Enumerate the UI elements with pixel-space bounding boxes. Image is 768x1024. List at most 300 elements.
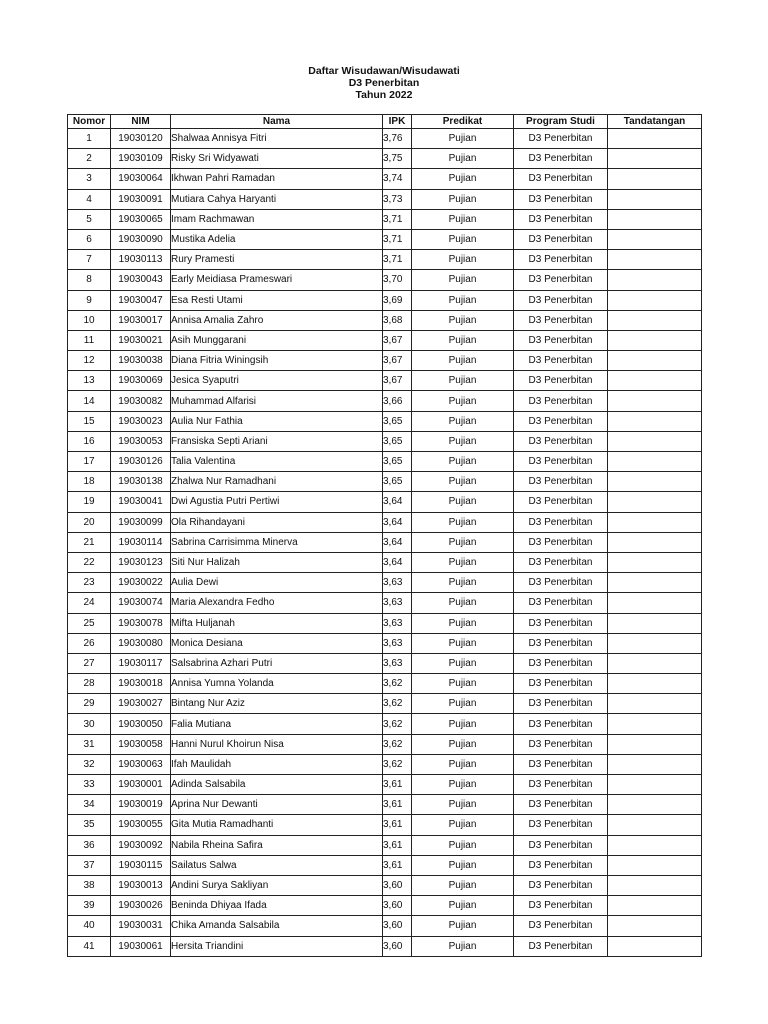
cell-nomor: 39 xyxy=(68,896,111,916)
cell-nim: 19030115 xyxy=(111,855,171,875)
cell-tandatangan[interactable] xyxy=(608,653,702,673)
column-header-ipk: IPK xyxy=(383,115,412,129)
cell-nim: 19030022 xyxy=(111,573,171,593)
cell-ipk: 3,60 xyxy=(383,896,412,916)
table-row xyxy=(68,633,702,653)
cell-tandatangan[interactable] xyxy=(608,129,702,149)
cell-nomor: 21 xyxy=(68,532,111,552)
cell-nim: 19030038 xyxy=(111,351,171,371)
cell-predikat: Pujian xyxy=(412,593,514,613)
cell-tandatangan[interactable] xyxy=(608,552,702,572)
cell-ipk: 3,67 xyxy=(383,371,412,391)
cell-nama: Risky Sri Widyawati xyxy=(171,149,383,169)
cell-ipk: 3,62 xyxy=(383,714,412,734)
cell-ipk: 3,61 xyxy=(383,775,412,795)
cell-nama: Siti Nur Halizah xyxy=(171,552,383,572)
cell-program-studi: D3 Penerbitan xyxy=(514,472,608,492)
cell-program-studi: D3 Penerbitan xyxy=(514,754,608,774)
cell-nim: 19030069 xyxy=(111,371,171,391)
cell-tandatangan[interactable] xyxy=(608,290,702,310)
cell-ipk: 3,65 xyxy=(383,472,412,492)
cell-nomor: 33 xyxy=(68,775,111,795)
cell-ipk: 3,63 xyxy=(383,613,412,633)
cell-program-studi: D3 Penerbitan xyxy=(514,229,608,249)
cell-tandatangan[interactable] xyxy=(608,270,702,290)
cell-ipk: 3,61 xyxy=(383,795,412,815)
cell-nomor: 14 xyxy=(68,391,111,411)
cell-nim: 19030063 xyxy=(111,754,171,774)
cell-nama: Hersita Triandini xyxy=(171,936,383,956)
cell-nama: Aulia Dewi xyxy=(171,573,383,593)
cell-tandatangan[interactable] xyxy=(608,734,702,754)
cell-nim: 19030041 xyxy=(111,492,171,512)
cell-nomor: 29 xyxy=(68,694,111,714)
cell-nomor: 2 xyxy=(68,149,111,169)
header-row xyxy=(68,115,702,129)
table-row xyxy=(68,674,702,694)
cell-predikat: Pujian xyxy=(412,250,514,270)
cell-nomor: 9 xyxy=(68,290,111,310)
cell-program-studi: D3 Penerbitan xyxy=(514,169,608,189)
cell-tandatangan[interactable] xyxy=(608,694,702,714)
cell-nama: Aprina Nur Dewanti xyxy=(171,795,383,815)
table-row xyxy=(68,694,702,714)
cell-tandatangan[interactable] xyxy=(608,330,702,350)
cell-nomor: 20 xyxy=(68,512,111,532)
cell-nama: Rury Pramesti xyxy=(171,250,383,270)
cell-predikat: Pujian xyxy=(412,936,514,956)
cell-tandatangan[interactable] xyxy=(608,815,702,835)
cell-nama: Annisa Yumna Yolanda xyxy=(171,674,383,694)
cell-predikat: Pujian xyxy=(412,310,514,330)
table-row xyxy=(68,169,702,189)
cell-tandatangan[interactable] xyxy=(608,875,702,895)
cell-nama: Zhalwa Nur Ramadhani xyxy=(171,472,383,492)
cell-predikat: Pujian xyxy=(412,896,514,916)
cell-nama: Ola Rihandayani xyxy=(171,512,383,532)
cell-nama: Asih Munggarani xyxy=(171,330,383,350)
title-line-3: Tahun 2022 xyxy=(355,89,413,101)
cell-tandatangan[interactable] xyxy=(608,229,702,249)
cell-nama: Hanni Nurul Khoirun Nisa xyxy=(171,734,383,754)
cell-nama: Adinda Salsabila xyxy=(171,775,383,795)
cell-program-studi: D3 Penerbitan xyxy=(514,795,608,815)
cell-nim: 19030018 xyxy=(111,674,171,694)
cell-predikat: Pujian xyxy=(412,835,514,855)
cell-nomor: 13 xyxy=(68,371,111,391)
cell-predikat: Pujian xyxy=(412,855,514,875)
cell-program-studi: D3 Penerbitan xyxy=(514,512,608,532)
cell-nomor: 11 xyxy=(68,330,111,350)
table-row xyxy=(68,916,702,936)
cell-predikat: Pujian xyxy=(412,714,514,734)
cell-program-studi: D3 Penerbitan xyxy=(514,250,608,270)
table-row xyxy=(68,815,702,835)
cell-nomor: 3 xyxy=(68,169,111,189)
cell-ipk: 3,65 xyxy=(383,411,412,431)
cell-ipk: 3,64 xyxy=(383,492,412,512)
table-row xyxy=(68,734,702,754)
cell-program-studi: D3 Penerbitan xyxy=(514,532,608,552)
cell-predikat: Pujian xyxy=(412,916,514,936)
cell-program-studi: D3 Penerbitan xyxy=(514,149,608,169)
cell-nomor: 10 xyxy=(68,310,111,330)
cell-nomor: 36 xyxy=(68,835,111,855)
title-line-2: D3 Penerbitan xyxy=(348,77,420,89)
cell-nim: 19030078 xyxy=(111,613,171,633)
cell-tandatangan[interactable] xyxy=(608,795,702,815)
cell-ipk: 3,61 xyxy=(383,855,412,875)
table-row xyxy=(68,512,702,532)
cell-nama: Nabila Rheina Safira xyxy=(171,835,383,855)
cell-nomor: 41 xyxy=(68,936,111,956)
cell-ipk: 3,60 xyxy=(383,875,412,895)
cell-predikat: Pujian xyxy=(412,532,514,552)
cell-nama: Bintang Nur Aziz xyxy=(171,694,383,714)
cell-nama: Mifta Huljanah xyxy=(171,613,383,633)
cell-nama: Muhammad Alfarisi xyxy=(171,391,383,411)
cell-predikat: Pujian xyxy=(412,472,514,492)
cell-ipk: 3,67 xyxy=(383,330,412,350)
cell-nim: 19030061 xyxy=(111,936,171,956)
cell-ipk: 3,65 xyxy=(383,452,412,472)
cell-nama: Imam Rachmawan xyxy=(171,209,383,229)
cell-nim: 19030123 xyxy=(111,552,171,572)
cell-nim: 19030021 xyxy=(111,330,171,350)
cell-ipk: 3,66 xyxy=(383,391,412,411)
cell-predikat: Pujian xyxy=(412,552,514,572)
cell-ipk: 3,71 xyxy=(383,250,412,270)
table-row xyxy=(68,613,702,633)
column-header-nomor: Nomor xyxy=(68,115,111,129)
cell-ipk: 3,62 xyxy=(383,674,412,694)
cell-predikat: Pujian xyxy=(412,209,514,229)
cell-ipk: 3,64 xyxy=(383,532,412,552)
cell-nama: Gita Mutia Ramadhanti xyxy=(171,815,383,835)
cell-program-studi: D3 Penerbitan xyxy=(514,835,608,855)
cell-tandatangan[interactable] xyxy=(608,391,702,411)
cell-predikat: Pujian xyxy=(412,815,514,835)
cell-program-studi: D3 Penerbitan xyxy=(514,129,608,149)
cell-tandatangan[interactable] xyxy=(608,835,702,855)
cell-tandatangan[interactable] xyxy=(608,169,702,189)
cell-nama: Beninda Dhiyaa Ifada xyxy=(171,896,383,916)
table-row xyxy=(68,573,702,593)
cell-nim: 19030013 xyxy=(111,875,171,895)
cell-ipk: 3,63 xyxy=(383,593,412,613)
cell-program-studi: D3 Penerbitan xyxy=(514,694,608,714)
cell-program-studi: D3 Penerbitan xyxy=(514,734,608,754)
cell-nomor: 23 xyxy=(68,573,111,593)
column-header-program-studi: Program Studi xyxy=(514,115,608,129)
cell-nim: 19030047 xyxy=(111,290,171,310)
cell-predikat: Pujian xyxy=(412,411,514,431)
cell-tandatangan[interactable] xyxy=(608,472,702,492)
cell-tandatangan[interactable] xyxy=(608,189,702,209)
cell-nama: Mustika Adelia xyxy=(171,229,383,249)
cell-nama: Aulia Nur Fathia xyxy=(171,411,383,431)
cell-program-studi: D3 Penerbitan xyxy=(514,855,608,875)
cell-ipk: 3,62 xyxy=(383,694,412,714)
cell-nim: 19030113 xyxy=(111,250,171,270)
table-row xyxy=(68,351,702,371)
cell-nomor: 12 xyxy=(68,351,111,371)
cell-nama: Early Meidiasa Prameswari xyxy=(171,270,383,290)
cell-tandatangan[interactable] xyxy=(608,371,702,391)
cell-ipk: 3,74 xyxy=(383,169,412,189)
cell-nim: 19030091 xyxy=(111,189,171,209)
cell-predikat: Pujian xyxy=(412,149,514,169)
cell-program-studi: D3 Penerbitan xyxy=(514,452,608,472)
cell-nim: 19030074 xyxy=(111,593,171,613)
document-title xyxy=(0,65,768,101)
cell-program-studi: D3 Penerbitan xyxy=(514,330,608,350)
table-row xyxy=(68,855,702,875)
cell-ipk: 3,65 xyxy=(383,431,412,451)
cell-ipk: 3,68 xyxy=(383,310,412,330)
cell-nim: 19030031 xyxy=(111,916,171,936)
cell-nama: Diana Fitria Winingsih xyxy=(171,351,383,371)
cell-nama: Ifah Maulidah xyxy=(171,754,383,774)
cell-predikat: Pujian xyxy=(412,795,514,815)
cell-nama: Shalwaa Annisya Fitri xyxy=(171,129,383,149)
cell-predikat: Pujian xyxy=(412,391,514,411)
cell-nim: 19030053 xyxy=(111,431,171,451)
table-row xyxy=(68,775,702,795)
cell-program-studi: D3 Penerbitan xyxy=(514,411,608,431)
cell-nim: 19030058 xyxy=(111,734,171,754)
cell-predikat: Pujian xyxy=(412,512,514,532)
cell-program-studi: D3 Penerbitan xyxy=(514,936,608,956)
cell-nama: Maria Alexandra Fedho xyxy=(171,593,383,613)
cell-predikat: Pujian xyxy=(412,431,514,451)
cell-ipk: 3,63 xyxy=(383,573,412,593)
cell-program-studi: D3 Penerbitan xyxy=(514,653,608,673)
table-row xyxy=(68,391,702,411)
cell-nomor: 18 xyxy=(68,472,111,492)
cell-tandatangan[interactable] xyxy=(608,209,702,229)
cell-nomor: 15 xyxy=(68,411,111,431)
cell-nomor: 5 xyxy=(68,209,111,229)
cell-nomor: 38 xyxy=(68,875,111,895)
cell-program-studi: D3 Penerbitan xyxy=(514,593,608,613)
cell-predikat: Pujian xyxy=(412,573,514,593)
table-row xyxy=(68,875,702,895)
cell-tandatangan[interactable] xyxy=(608,532,702,552)
cell-tandatangan[interactable] xyxy=(608,754,702,774)
cell-program-studi: D3 Penerbitan xyxy=(514,431,608,451)
table-row xyxy=(68,936,702,956)
cell-nomor: 28 xyxy=(68,674,111,694)
cell-nim: 19030027 xyxy=(111,694,171,714)
cell-nama: Annisa Amalia Zahro xyxy=(171,310,383,330)
cell-nim: 19030001 xyxy=(111,775,171,795)
table-row xyxy=(68,209,702,229)
column-header-nim: NIM xyxy=(111,115,171,129)
cell-program-studi: D3 Penerbitan xyxy=(514,573,608,593)
cell-nim: 19030099 xyxy=(111,512,171,532)
table-row xyxy=(68,835,702,855)
cell-ipk: 3,76 xyxy=(383,129,412,149)
cell-ipk: 3,67 xyxy=(383,351,412,371)
cell-nomor: 32 xyxy=(68,754,111,774)
cell-program-studi: D3 Penerbitan xyxy=(514,270,608,290)
cell-tandatangan[interactable] xyxy=(608,149,702,169)
cell-program-studi: D3 Penerbitan xyxy=(514,492,608,512)
cell-tandatangan[interactable] xyxy=(608,452,702,472)
cell-ipk: 3,62 xyxy=(383,754,412,774)
cell-predikat: Pujian xyxy=(412,674,514,694)
cell-tandatangan[interactable] xyxy=(608,775,702,795)
cell-ipk: 3,71 xyxy=(383,229,412,249)
cell-nim: 19030043 xyxy=(111,270,171,290)
table-row xyxy=(68,653,702,673)
cell-nim: 19030138 xyxy=(111,472,171,492)
cell-ipk: 3,61 xyxy=(383,835,412,855)
cell-nim: 19030109 xyxy=(111,149,171,169)
cell-ipk: 3,60 xyxy=(383,936,412,956)
cell-nama: Mutiara Cahya Haryanti xyxy=(171,189,383,209)
cell-ipk: 3,71 xyxy=(383,209,412,229)
cell-nama: Ikhwan Pahri Ramadan xyxy=(171,169,383,189)
cell-ipk: 3,75 xyxy=(383,149,412,169)
cell-ipk: 3,63 xyxy=(383,653,412,673)
table-row xyxy=(68,149,702,169)
cell-nomor: 25 xyxy=(68,613,111,633)
table-row xyxy=(68,371,702,391)
table-row xyxy=(68,229,702,249)
cell-ipk: 3,64 xyxy=(383,512,412,532)
cell-predikat: Pujian xyxy=(412,653,514,673)
cell-nama: Dwi Agustia Putri Pertiwi xyxy=(171,492,383,512)
cell-nomor: 19 xyxy=(68,492,111,512)
cell-nomor: 27 xyxy=(68,653,111,673)
cell-predikat: Pujian xyxy=(412,775,514,795)
table-row xyxy=(68,290,702,310)
cell-nomor: 17 xyxy=(68,452,111,472)
cell-tandatangan[interactable] xyxy=(608,512,702,532)
cell-program-studi: D3 Penerbitan xyxy=(514,896,608,916)
cell-tandatangan[interactable] xyxy=(608,593,702,613)
cell-program-studi: D3 Penerbitan xyxy=(514,633,608,653)
cell-program-studi: D3 Penerbitan xyxy=(514,674,608,694)
cell-program-studi: D3 Penerbitan xyxy=(514,371,608,391)
cell-nama: Chika Amanda Salsabila xyxy=(171,916,383,936)
cell-program-studi: D3 Penerbitan xyxy=(514,290,608,310)
cell-predikat: Pujian xyxy=(412,129,514,149)
cell-nim: 19030065 xyxy=(111,209,171,229)
cell-nama: Esa Resti Utami xyxy=(171,290,383,310)
cell-predikat: Pujian xyxy=(412,189,514,209)
cell-nomor: 7 xyxy=(68,250,111,270)
cell-tandatangan[interactable] xyxy=(608,431,702,451)
cell-nama: Sailatus Salwa xyxy=(171,855,383,875)
column-header-predikat: Predikat xyxy=(412,115,514,129)
cell-nomor: 24 xyxy=(68,593,111,613)
cell-ipk: 3,60 xyxy=(383,916,412,936)
table-row xyxy=(68,310,702,330)
cell-nama: Fransiska Septi Ariani xyxy=(171,431,383,451)
title-line-1: Daftar Wisudawan/Wisudawati xyxy=(308,65,460,77)
cell-ipk: 3,70 xyxy=(383,270,412,290)
cell-program-studi: D3 Penerbitan xyxy=(514,189,608,209)
cell-nim: 19030019 xyxy=(111,795,171,815)
cell-tandatangan[interactable] xyxy=(608,351,702,371)
cell-nim: 19030120 xyxy=(111,129,171,149)
cell-tandatangan[interactable] xyxy=(608,674,702,694)
table-row xyxy=(68,593,702,613)
cell-nim: 19030090 xyxy=(111,229,171,249)
table-row xyxy=(68,532,702,552)
cell-ipk: 3,64 xyxy=(383,552,412,572)
table-row xyxy=(68,431,702,451)
cell-tandatangan[interactable] xyxy=(608,411,702,431)
cell-nama: Salsabrina Azhari Putri xyxy=(171,653,383,673)
cell-tandatangan[interactable] xyxy=(608,714,702,734)
cell-program-studi: D3 Penerbitan xyxy=(514,310,608,330)
table-row xyxy=(68,714,702,734)
cell-program-studi: D3 Penerbitan xyxy=(514,209,608,229)
cell-predikat: Pujian xyxy=(412,633,514,653)
cell-nomor: 22 xyxy=(68,552,111,572)
cell-nim: 19030064 xyxy=(111,169,171,189)
cell-tandatangan[interactable] xyxy=(608,855,702,875)
cell-nomor: 40 xyxy=(68,916,111,936)
cell-tandatangan[interactable] xyxy=(608,310,702,330)
cell-nomor: 34 xyxy=(68,795,111,815)
cell-tandatangan[interactable] xyxy=(608,633,702,653)
cell-predikat: Pujian xyxy=(412,169,514,189)
cell-nim: 19030017 xyxy=(111,310,171,330)
cell-nim: 19030117 xyxy=(111,653,171,673)
cell-nama: Falia Mutiana xyxy=(171,714,383,734)
graduates-table xyxy=(67,114,702,957)
table-row xyxy=(68,411,702,431)
cell-tandatangan[interactable] xyxy=(608,250,702,270)
cell-ipk: 3,73 xyxy=(383,189,412,209)
cell-predikat: Pujian xyxy=(412,694,514,714)
cell-nim: 19030055 xyxy=(111,815,171,835)
table-body xyxy=(68,129,702,957)
cell-tandatangan[interactable] xyxy=(608,916,702,936)
cell-predikat: Pujian xyxy=(412,270,514,290)
cell-tandatangan[interactable] xyxy=(608,573,702,593)
cell-tandatangan[interactable] xyxy=(608,613,702,633)
cell-predikat: Pujian xyxy=(412,452,514,472)
cell-nim: 19030023 xyxy=(111,411,171,431)
table-row xyxy=(68,270,702,290)
cell-program-studi: D3 Penerbitan xyxy=(514,815,608,835)
cell-nomor: 4 xyxy=(68,189,111,209)
cell-program-studi: D3 Penerbitan xyxy=(514,613,608,633)
cell-predikat: Pujian xyxy=(412,754,514,774)
cell-nim: 19030080 xyxy=(111,633,171,653)
cell-program-studi: D3 Penerbitan xyxy=(514,552,608,572)
cell-nim: 19030126 xyxy=(111,452,171,472)
cell-tandatangan[interactable] xyxy=(608,492,702,512)
cell-nama: Andini Surya Sakliyan xyxy=(171,875,383,895)
cell-nomor: 8 xyxy=(68,270,111,290)
cell-program-studi: D3 Penerbitan xyxy=(514,714,608,734)
cell-tandatangan[interactable] xyxy=(608,936,702,956)
cell-tandatangan[interactable] xyxy=(608,896,702,916)
cell-nomor: 1 xyxy=(68,129,111,149)
cell-nama: Jesica Syaputri xyxy=(171,371,383,391)
cell-nomor: 35 xyxy=(68,815,111,835)
table-row xyxy=(68,250,702,270)
cell-nama: Monica Desiana xyxy=(171,633,383,653)
table-row xyxy=(68,492,702,512)
